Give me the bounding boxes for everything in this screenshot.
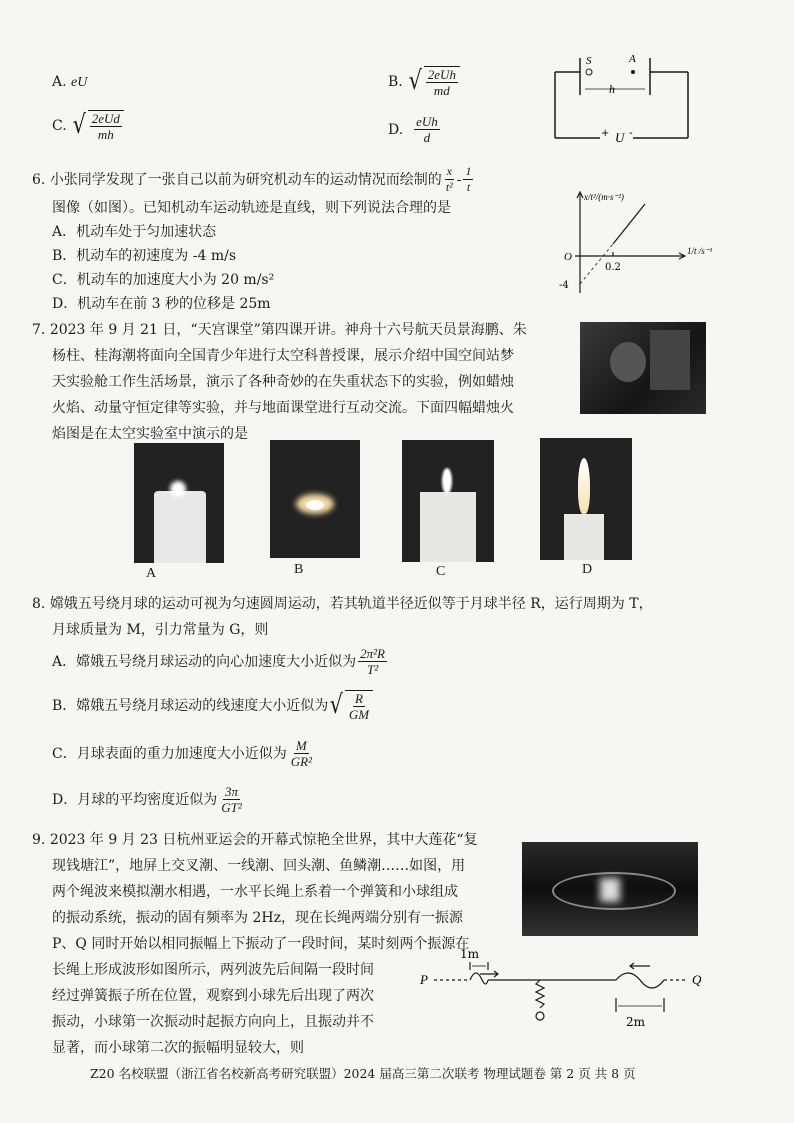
q6-option-c: C．机动车的加速度大小为 20 m/s² <box>52 272 275 288</box>
circuit-label-u: U <box>615 130 625 145</box>
graph-origin: O <box>564 251 572 263</box>
candle-label-b: B <box>294 562 304 577</box>
graph-x-label: 1/t /s⁻¹ <box>687 246 713 256</box>
q9-stem-line9: 显著，而小球第二次的振幅明显较大，则 <box>52 1040 304 1056</box>
wave-label-q: Q <box>692 972 702 987</box>
q9-stem-line1: 9. 2023 年 9 月 23 日杭州亚运会的开幕式惊艳全世界，其中大莲花“复 <box>32 832 478 848</box>
q8-option-b: B．嫦娥五号绕月球运动的线速度大小近似为 √ $\frac{R}{GM}$ <box>52 690 373 722</box>
circuit-label-a: A <box>629 53 636 65</box>
q5-option-a: A. eU <box>52 74 88 90</box>
q7-stem-line4: 火焰、动量守恒定律等实验，并与地面课堂进行互动交流。下面四幅蜡烛火 <box>52 400 514 416</box>
circuit-minus: - <box>629 126 633 139</box>
q6-option-d: D．机动车在前 3 秒的位移是 25m <box>52 296 271 312</box>
q9-stem-line6: 长绳上形成波形如图所示，两列波先后间隔一段时间 <box>52 962 374 978</box>
q9-stem-line3: 两个绳波来模拟潮水相遇，一水平长绳上系着一个弹簧和小球组成 <box>52 884 458 900</box>
q5-option-b: B. √ $\frac{\text{2eUh}}{md}$ <box>388 66 460 98</box>
q9-lotus-photo <box>522 842 698 936</box>
page-footer: Z20 名校联盟（浙江省名校新高考研究联盟）2024 届高三第二次联考 物理试题卷 第 2 页 共 8 页 <box>90 1066 636 1081</box>
q7-stem-line1: 7. 2023 年 9 月 21 日，“天宫课堂”第四课开讲。神舟十六号航天员景海鹏、朱 <box>32 322 527 338</box>
candle-image-d <box>540 438 632 560</box>
q6-stem-line1: 6. 小张同学发现了一张自己以前为研究机动车的运动情况而绘制的 $\frac{x}{\text{t²}}$ - $\frac{1}{t}$ <box>32 164 472 194</box>
candle-label-d: D <box>582 562 593 577</box>
q8-option-a: A．嫦娥五号绕月球运动的向心加速度大小近似为 $\frac{\text{2π²R}}{\text{T²}}$ <box>52 646 385 677</box>
circuit-label-h: h <box>609 82 615 96</box>
q6-stem-line2: 图像（如图）。已知机动车运动轨迹是直线，则下列说法合理的是 <box>52 200 451 216</box>
wave-length-1m: 1m <box>460 947 480 961</box>
q7-astronaut-photo <box>580 322 706 414</box>
wave-length-2m: 2m <box>626 1015 646 1029</box>
candle-label-c: C <box>436 564 446 579</box>
graph-tick-x: 0.2 <box>605 262 621 273</box>
candle-image-b <box>270 440 360 558</box>
circuit-label-s: S <box>586 55 592 67</box>
q8-stem-line2: 月球质量为 M，引力常量为 G，则 <box>52 622 269 638</box>
q9-stem-line2: 现钱塘江”，地屏上交叉潮、一线潮、回头潮、鱼鳞潮……如图，用 <box>52 858 466 874</box>
q5-option-c: C. √ $\frac{\text{2eUd}}{mh}$ <box>52 110 124 142</box>
candle-label-a: A <box>146 566 157 581</box>
q8-option-c: C．月球表面的重力加速度大小近似为 $\frac{M}{\text{GR²}}$ <box>52 738 312 769</box>
q5-option-d: D. $\frac{\text{eUh}}{d}$ <box>388 114 438 145</box>
candle-image-a <box>134 443 224 563</box>
q9-stem-line8: 振动，小球第一次振动时起振方向向上，且振动并不 <box>52 1014 374 1030</box>
q9-stem-line7: 经过弹簧振子所在位置，观察到小球先后出现了两次 <box>52 988 374 1004</box>
q6-option-b: B．机动车的初速度为 -4 m/s <box>52 248 237 264</box>
graph-y-label: x/t²/(m·s⁻²) <box>584 192 624 202</box>
q9-wave-diagram <box>420 944 720 1040</box>
circuit-plus: + <box>601 128 610 139</box>
q8-stem-line1: 8. 嫦娥五号绕月球的运动可视为匀速圆周运动，若其轨道半径近似等于月球半径 R，运行周期为 T， <box>32 596 653 612</box>
q6-option-a: A．机动车处于匀加速状态 <box>52 224 217 240</box>
circuit-diagram <box>545 50 695 150</box>
q7-stem-line2: 杨柱、桂海潮将面向全国青少年进行太空科普授课，展示介绍中国空间站梦 <box>52 348 514 364</box>
q8-option-d: D．月球的平均密度近似为 $\frac{3\pi}{\text{GT²}}$ <box>52 784 242 815</box>
candle-image-c <box>402 440 494 562</box>
q9-stem-line5: P、Q 同时开始以相同振幅上下振动了一段时间，某时刻两个振源在 <box>52 936 470 952</box>
wave-label-p: P <box>420 972 428 987</box>
q9-stem-line4: 的振动系统，振动的固有频率为 2Hz，现在长绳两端分别有一振源 <box>52 910 463 926</box>
q6-graph <box>555 188 713 298</box>
q7-stem-line3: 天实验舱工作生活场景，演示了各种奇妙的在失重状态下的实验，例如蜡烛 <box>52 374 514 390</box>
q7-stem-line5: 焰图是在太空实验室中演示的是 <box>52 426 248 442</box>
graph-tick-y: -4 <box>559 280 569 291</box>
